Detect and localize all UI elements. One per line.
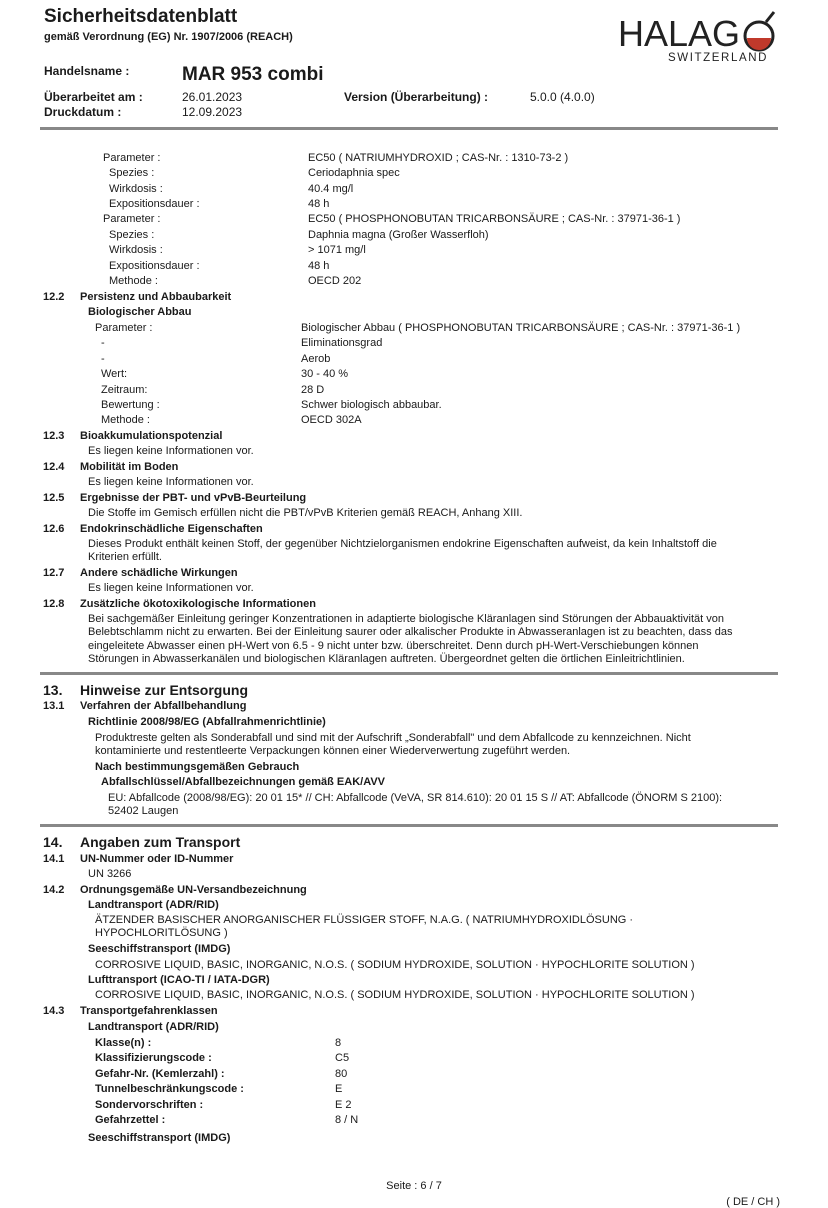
hazard-label-label: Gefahrzettel : xyxy=(95,1114,166,1126)
tox-label: Expositionsdauer : xyxy=(109,198,200,210)
use-title: Nach bestimmungsgemäßen Gebrauch xyxy=(95,761,300,773)
waste-key-text: 52402 Laugen xyxy=(108,805,179,817)
tox-value: 48 h xyxy=(308,198,330,210)
version-value: 5.0.0 (4.0.0) xyxy=(530,90,595,104)
un-number: UN 3266 xyxy=(88,868,132,880)
tox-label: Expositionsdauer : xyxy=(109,260,200,272)
kemler-label: Gefahr-Nr. (Kemlerzahl) : xyxy=(95,1068,225,1080)
degradation-label: Bewertung : xyxy=(101,399,160,411)
section-text: Es liegen keine Informationen vor. xyxy=(88,476,254,488)
document-subtitle: gemäß Verordnung (EG) Nr. 1907/2006 (REACH) xyxy=(44,31,293,43)
degradation-value: 30 - 40 % xyxy=(301,368,349,380)
section-number: 12.4 xyxy=(43,461,65,473)
tox-value: 48 h xyxy=(308,260,330,272)
transport-mode-title: Landtransport (ADR/RID) xyxy=(88,1021,219,1033)
degradation-label: - xyxy=(101,353,105,365)
directive-title: Richtlinie 2008/98/EG (Abfallrahmenrichtlinie) xyxy=(88,716,326,728)
special-provisions-label: Sondervorschriften : xyxy=(95,1099,204,1111)
tox-label: Spezies : xyxy=(109,167,155,179)
hazard-label-value: 8 / N xyxy=(335,1114,359,1126)
shipping-name: CORROSIVE LIQUID, BASIC, INORGANIC, N.O.S. ( SODIUM HYDROXIDE, SOLUTION · HYPOCHLORITE SOLUTION ) xyxy=(95,959,695,971)
subsection-number: 13.1 xyxy=(43,700,65,712)
section-number: 12.8 xyxy=(43,598,65,610)
waste-key-title: Abfallschlüssel/Abfallbezeichnungen gemäß EAK/AVV xyxy=(101,776,386,788)
transport-mode-title: Lufttransport (ICAO-TI / IATA-DGR) xyxy=(88,974,270,986)
tox-value: EC50 ( NATRIUMHYDROXID ; CAS-Nr. : 1310-73-2 ) xyxy=(308,152,569,164)
classification-code-value: C5 xyxy=(335,1052,350,1064)
tunnel-code-label: Tunnelbeschränkungscode : xyxy=(95,1083,244,1095)
tox-label: Wirkdosis : xyxy=(109,183,163,195)
shipping-name: ÄTZENDER BASISCHER ANORGANISCHER FLÜSSIGER STOFF, N.A.G. ( NATRIUMHYDROXIDLÖSUNG · xyxy=(95,914,634,926)
section-number: 12.2 xyxy=(43,291,65,303)
degradation-label: Wert: xyxy=(101,368,128,380)
tox-value: EC50 ( PHOSPHONOBUTAN TRICARBONSÄURE ; CAS-Nr. : 37971-36-1 ) xyxy=(308,213,681,225)
subsection-number: 14.1 xyxy=(43,853,65,865)
transport-mode-title: Landtransport (ADR/RID) xyxy=(88,899,219,911)
degradation-value: Schwer biologisch abbaubar. xyxy=(301,399,442,411)
section-number: 12.5 xyxy=(43,492,65,504)
print-date-label: Druckdatum : xyxy=(44,105,122,119)
section-text: eingeleitete Abwasser einen pH-Wert von 6.5 - 9 nicht unter bzw. überschreitet. Denn durch pH-Wert-Verschiebungen können xyxy=(88,640,699,652)
degradation-label: Parameter : xyxy=(95,322,153,334)
shipping-name: HYPOCHLORITLÖSUNG ) xyxy=(95,927,228,939)
section-number: 14. xyxy=(43,834,63,850)
section-title: Andere schädliche Wirkungen xyxy=(80,567,238,579)
version-label: Version (Überarbeitung) : xyxy=(344,90,489,104)
section-title: Bioakkumulationspotenzial xyxy=(80,430,223,442)
section-number: 13. xyxy=(43,682,63,698)
revised-label: Überarbeitet am : xyxy=(44,90,143,104)
section-number: 12.6 xyxy=(43,523,65,535)
waste-key-text: EU: Abfallcode (2008/98/EG): 20 01 15* // CH: Abfallcode (VeVA, SR 814.610): 20 01 15 S // AT: Abfallcode (ÖNORM S 2100): xyxy=(108,792,723,804)
tox-value: Daphnia magna (Großer Wasserfloh) xyxy=(308,229,489,241)
degradation-value: Aerob xyxy=(301,353,331,365)
directive-text: kontaminierte und restentleerte Verpackungen können einer Wiederverwertung zugeführt werden. xyxy=(95,745,571,757)
section-title: Persistenz und Abbaubarkeit xyxy=(80,291,232,303)
shipping-name: CORROSIVE LIQUID, BASIC, INORGANIC, N.O.S. ( SODIUM HYDROXIDE, SOLUTION · HYPOCHLORITE SOLUTION ) xyxy=(95,989,695,1001)
section-text: Dieses Produkt enthält keinen Stoff, der gegenüber Nichtzielorganismen endokrine Eigenschaften aufweist, da kein Inhaltstoff die xyxy=(88,538,717,550)
tox-value: > 1071 mg/l xyxy=(308,244,366,256)
section-title: Ergebnisse der PBT- und vPvB-Beurteilung xyxy=(80,492,307,504)
document-title: Sicherheitsdatenblatt xyxy=(44,6,238,27)
tunnel-code-value: E xyxy=(335,1083,343,1095)
transport-mode-title: Seeschiffstransport (IMDG) xyxy=(88,1132,231,1144)
header-divider xyxy=(40,127,778,130)
section-title: Mobilität im Boden xyxy=(80,461,179,473)
tox-value: 40.4 mg/l xyxy=(308,183,354,195)
section-text: Störungen in Abwasserkanälen und biologischen Kläranlagen auftreten. Übergeordnet gelten die örtlichen Einleitrichtlinien. xyxy=(88,653,685,665)
section-title: Angaben zum Transport xyxy=(80,834,241,850)
classification-code-label: Klassifizierungscode : xyxy=(95,1052,212,1064)
tox-label: Parameter : xyxy=(103,213,161,225)
section-title: Zusätzliche ökotoxikologische Informationen xyxy=(80,598,316,610)
degradation-value: Biologischer Abbau ( PHOSPHONOBUTAN TRICARBONSÄURE ; CAS-Nr. : 37971-36-1 ) xyxy=(301,322,741,334)
subsection-title: Biologischer Abbau xyxy=(88,306,192,318)
section-title: Endokrinschädliche Eigenschaften xyxy=(80,523,263,535)
degradation-value: OECD 302A xyxy=(301,414,362,426)
tox-label: Parameter : xyxy=(103,152,161,164)
logo-wordmark: HALAG xyxy=(618,13,741,54)
tox-value: OECD 202 xyxy=(308,275,362,287)
section-divider xyxy=(40,824,778,827)
subsection-title: Transportgefahrenklassen xyxy=(80,1005,218,1017)
page-number: Seite : 6 / 7 xyxy=(386,1180,442,1192)
subsection-number: 14.2 xyxy=(43,884,65,896)
section-text: Belebtschlamm nicht zu erwarten. Bei der Einleitung saurer oder alkalischer Produkte in Abwasseranlagen ist zu beachten, dass das xyxy=(88,626,733,638)
directive-text: Produktreste gelten als Sonderabfall und sind mit der Aufschrift „Sonderabfall" und dem Abfallcode zu kennzeichnen. Nicht xyxy=(95,732,691,744)
subsection-title: Ordnungsgemäße UN-Versandbezeichnung xyxy=(80,884,307,896)
degradation-label: - xyxy=(101,337,105,349)
section-text: Kriterien erfüllt. xyxy=(88,551,162,563)
tox-label: Methode : xyxy=(109,275,158,287)
print-date: 12.09.2023 xyxy=(182,105,243,119)
degradation-label: Zeitraum: xyxy=(101,384,148,396)
trade-name-label: Handelsname : xyxy=(44,64,130,78)
degradation-value: Eliminationsgrad xyxy=(301,337,383,349)
kemler-value: 80 xyxy=(335,1068,348,1080)
tox-value: Ceriodaphnia spec xyxy=(308,167,400,179)
section-text: Die Stoffe im Gemisch erfüllen nicht die PBT/vPvB Kriterien gemäß REACH, Anhang XIII. xyxy=(88,507,523,519)
section-text: Es liegen keine Informationen vor. xyxy=(88,582,254,594)
tox-label: Spezies : xyxy=(109,229,155,241)
product-name: MAR 953 combi xyxy=(182,64,324,85)
section-number: 12.3 xyxy=(43,430,65,442)
degradation-value: 28 D xyxy=(301,384,325,396)
language-code: ( DE / CH ) xyxy=(726,1196,780,1208)
degradation-label: Methode : xyxy=(101,414,150,426)
section-text: Bei sachgemäßer Einleitung geringer Konzentrationen in adaptierte biologische Kläranlagen sind Störungen der Abbauaktivität von xyxy=(88,613,724,625)
section-divider xyxy=(40,672,778,675)
section-title: Hinweise zur Entsorgung xyxy=(80,682,249,698)
hazard-class-label: Klasse(n) : xyxy=(95,1037,152,1049)
section-number: 12.7 xyxy=(43,567,65,579)
logo-subtitle: SWITZERLAND xyxy=(668,52,769,64)
transport-mode-title: Seeschiffstransport (IMDG) xyxy=(88,943,231,955)
section-text: Es liegen keine Informationen vor. xyxy=(88,445,254,457)
subsection-title: Verfahren der Abfallbehandlung xyxy=(80,700,247,712)
hazard-class-value: 8 xyxy=(335,1037,342,1049)
special-provisions-value: E 2 xyxy=(335,1099,352,1111)
tox-label: Wirkdosis : xyxy=(109,244,163,256)
subsection-title: UN-Nummer oder ID-Nummer xyxy=(80,853,234,865)
subsection-number: 14.3 xyxy=(43,1005,65,1017)
revised-date: 26.01.2023 xyxy=(182,90,243,104)
